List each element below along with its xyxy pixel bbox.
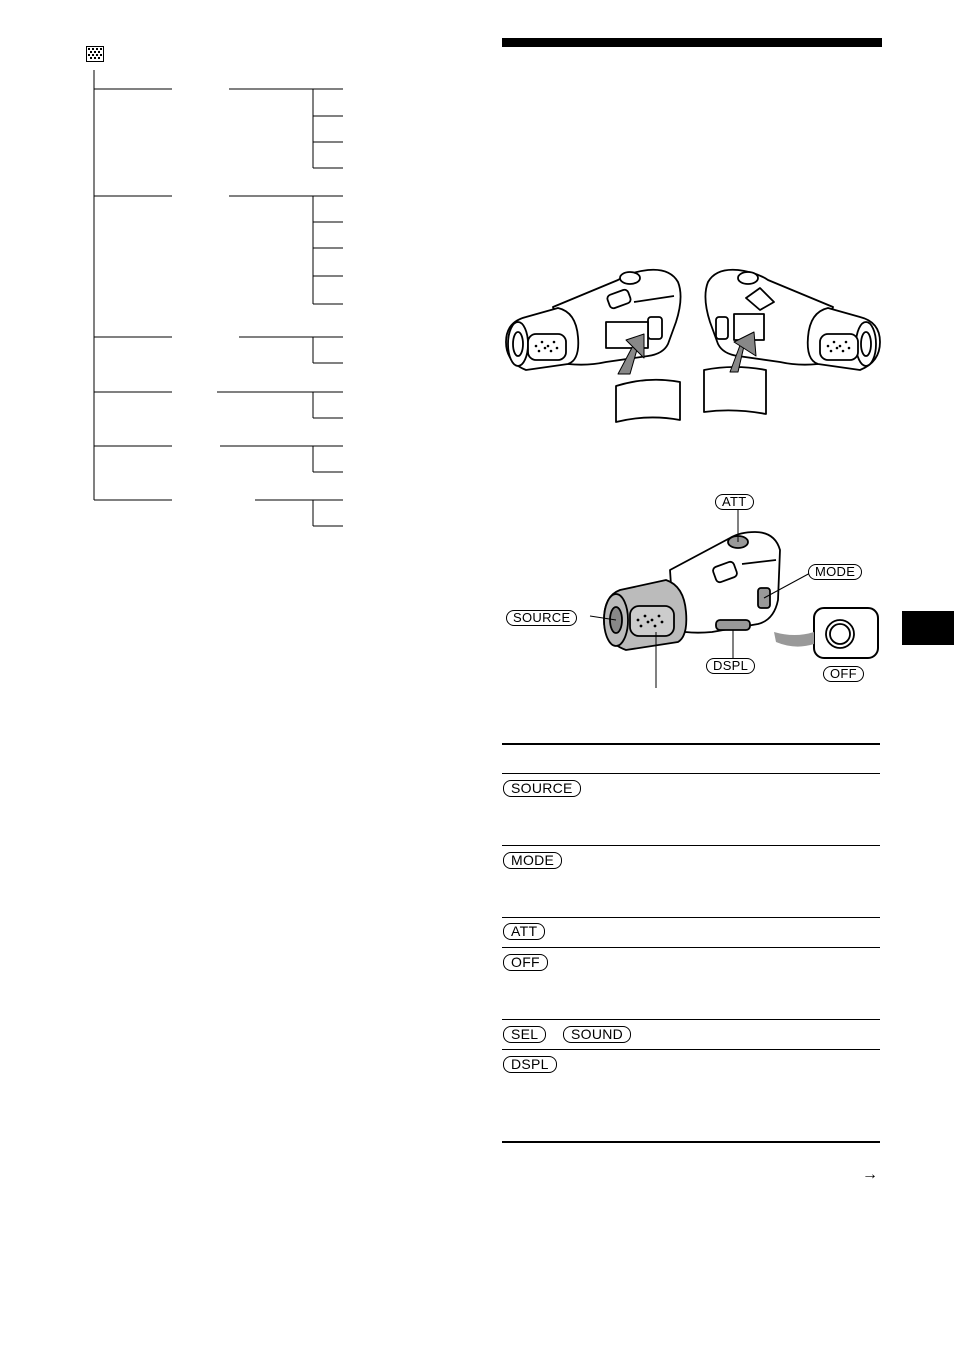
row-divider bbox=[502, 947, 880, 948]
row-divider bbox=[502, 917, 880, 918]
table-key-sound: SOUND bbox=[563, 1026, 631, 1043]
table-key-att: ATT bbox=[503, 923, 545, 940]
remote-install-illustration bbox=[498, 262, 888, 427]
table-key-dspl: DSPL bbox=[503, 1056, 557, 1073]
row-divider bbox=[502, 845, 880, 846]
section-tab bbox=[902, 611, 954, 645]
table-key-mode: MODE bbox=[503, 852, 562, 869]
section-header-bar bbox=[502, 38, 882, 47]
continue-arrow-icon: → bbox=[862, 1166, 878, 1183]
table-header-rule bbox=[502, 773, 880, 774]
att-label: ATT bbox=[715, 494, 754, 510]
table-bottom-rule bbox=[502, 1141, 880, 1143]
source-label: SOURCE bbox=[506, 610, 577, 626]
row-divider bbox=[502, 1019, 880, 1020]
mode-label: MODE bbox=[808, 564, 862, 580]
table-key-off: OFF bbox=[503, 954, 548, 971]
table-key-sel: SEL bbox=[503, 1026, 546, 1043]
table-top-rule bbox=[502, 743, 880, 745]
off-label: OFF bbox=[823, 666, 864, 682]
row-divider bbox=[502, 1049, 880, 1050]
dspl-label: DSPL bbox=[706, 658, 755, 674]
table-key-source: SOURCE bbox=[503, 780, 581, 797]
